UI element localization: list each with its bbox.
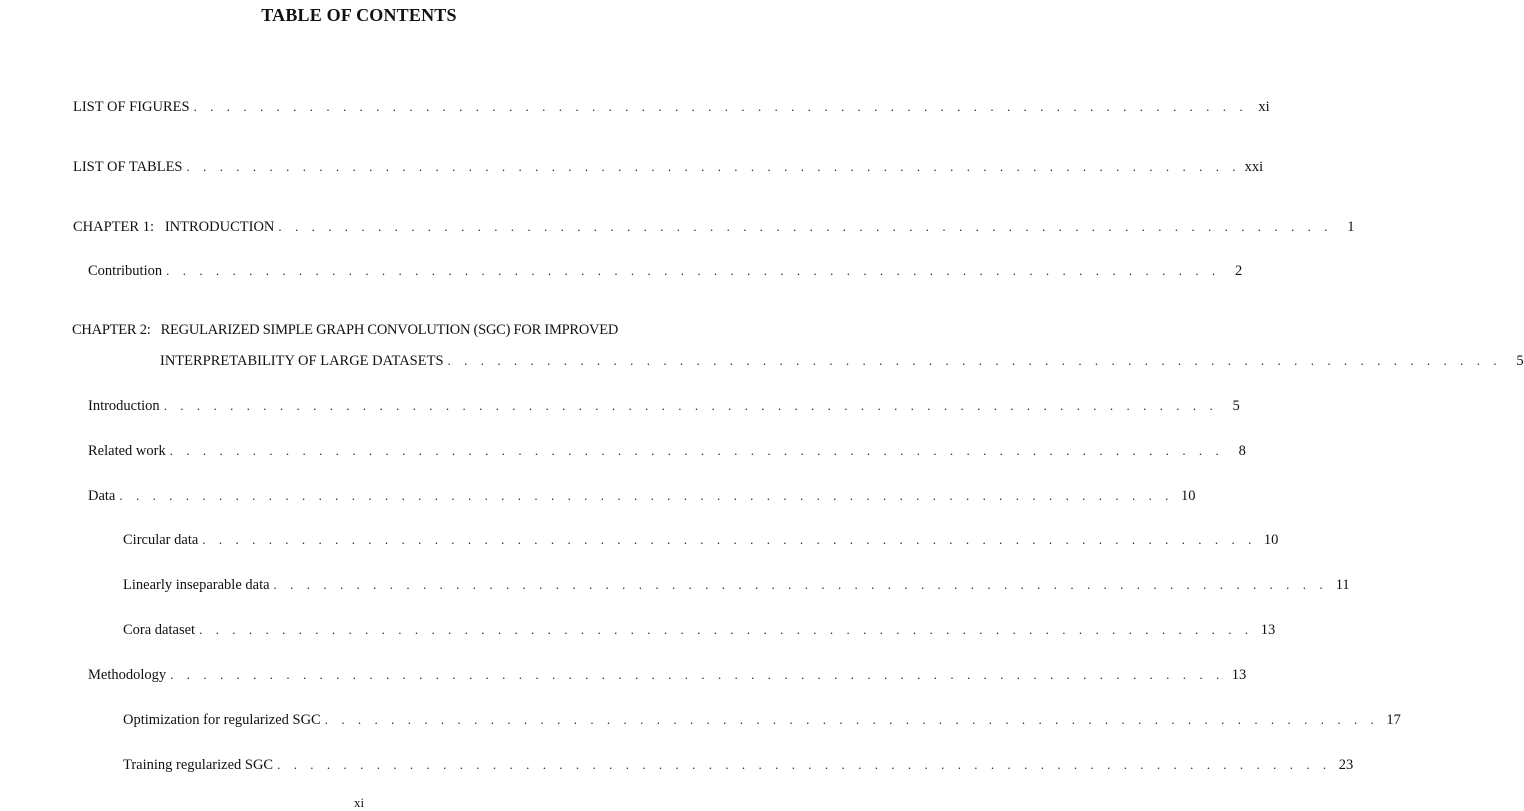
toc-entry-training[interactable] [123, 756, 1354, 774]
toc-entry-contribution[interactable] [88, 262, 1243, 280]
dot-leader: . . . . . . . . . . . . . . . . . . . . . . . . . . . . . . . . . . . . . . . . . . . . . . . . . . . . . . . . . . . . . . . . [169, 443, 1224, 458]
toc-page-number: 1 [1347, 219, 1355, 235]
toc-entry-label: Methodology [88, 667, 167, 683]
toc-entry-label: LIST OF FIGURES [73, 99, 190, 115]
toc-entry-label: Circular data [123, 532, 199, 548]
toc-page-number: 8 [1238, 443, 1246, 459]
dot-leader: . . . . . . . . . . . . . . . . . . . . . . . . . . . . . . . . . . . . . . . . . . . . . . . . . . . . . . . . . . . . . . . . [199, 622, 1254, 637]
toc-page-number: 10 [1263, 532, 1279, 548]
toc-entry-list-of-figures[interactable] [73, 98, 1270, 116]
toc-page-number: 13 [1231, 667, 1247, 683]
toc-entry-label: Optimization for regularized SGC [123, 712, 321, 728]
dot-leader: . . . . . . . . . . . . . . . . . . . . . . . . . . . . . . . . . . . . . . . . . . . . . . . . . . . . . . . . . . . . . . . . [202, 532, 1257, 547]
toc-page-number: 11 [1335, 577, 1350, 593]
footer-page-number: xi [353, 795, 365, 810]
toc-entry-methodology[interactable] [88, 666, 1247, 684]
toc-entry-list-of-tables[interactable] [73, 158, 1264, 176]
toc-entry-label: CHAPTER 1: INTRODUCTION [73, 219, 275, 235]
dot-leader: . . . . . . . . . . . . . . . . . . . . . . . . . . . . . . . . . . . . . . . . . . . . . . . . . . . . . . . . . . . . . . . . [170, 667, 1225, 682]
toc-entry-label: Cora dataset [123, 622, 196, 638]
toc-page-number: 17 [1386, 712, 1401, 728]
toc-entry-label: Training regularized SGC [123, 757, 274, 773]
dot-leader: . . . . . . . . . . . . . . . . . . . . . . . . . . . . . . . . . . . . . . . . . . . . . . . . . . . . . . . . . . . . . . . . [324, 712, 1379, 727]
toc-page-number: 5 [1232, 398, 1240, 414]
dot-leader: . . . . . . . . . . . . . . . . . . . . . . . . . . . . . . . . . . . . . . . . . . . . . . . . . . . . . . . . . . . . . . . . [163, 398, 1218, 413]
toc-entry-related-work[interactable] [88, 442, 1246, 460]
dot-leader: . . . . . . . . . . . . . . . . . . . . . . . . . . . . . . . . . . . . . . . . . . . . . . . . . . . . . . . . . . . . . . . . [186, 159, 1241, 174]
dot-leader: . . . . . . . . . . . . . . . . . . . . . . . . . . . . . . . . . . . . . . . . . . . . . . . . . . . . . . . . . . . . . . . . [277, 757, 1332, 772]
toc-entry-circular-data[interactable] [123, 531, 1279, 549]
toc-entry-label: INTERPRETABILITY OF LARGE DATASETS [160, 353, 444, 369]
toc-entry-label: Introduction [88, 398, 160, 414]
toc-entry-chapter-2-line1[interactable]: CHAPTER 2: REGULARIZED SIMPLE GRAPH CONVOLUTION (SGC) FOR IMPROVED [72, 322, 619, 338]
toc-entry-cora-dataset[interactable] [123, 621, 1276, 639]
toc-page-number: 10 [1180, 488, 1196, 504]
toc-page-number: 23 [1338, 757, 1354, 773]
toc-page-number: 13 [1260, 622, 1276, 638]
dot-leader: . . . . . . . . . . . . . . . . . . . . . . . . . . . . . . . . . . . . . . . . . . . . . . . . . . . . . . . . . . . . . . . . [447, 353, 1502, 368]
dot-leader: . . . . . . . . . . . . . . . . . . . . . . . . . . . . . . . . . . . . . . . . . . . . . . . . . . . . . . . . . . . . . . . . [278, 219, 1333, 234]
dot-leader: . . . . . . . . . . . . . . . . . . . . . . . . . . . . . . . . . . . . . . . . . . . . . . . . . . . . . . . . . . . . . . . . [193, 99, 1248, 114]
toc-entry-optimization[interactable] [123, 711, 1401, 729]
toc-page-number: xi [1258, 99, 1270, 115]
toc-page-number: xxi [1244, 159, 1264, 175]
toc-entry-data[interactable] [88, 487, 1196, 505]
dot-leader: . . . . . . . . . . . . . . . . . . . . . . . . . . . . . . . . . . . . . . . . . . . . . . . . . . . . . . . . . . . . . . . . [273, 577, 1328, 592]
dot-leader: . . . . . . . . . . . . . . . . . . . . . . . . . . . . . . . . . . . . . . . . . . . . . . . . . . . . . . . . . . . . . . . . [119, 488, 1174, 503]
toc-entry-label: Contribution [88, 263, 163, 279]
toc-entry-introduction[interactable] [88, 397, 1240, 415]
toc-entry-chapter-2[interactable] [160, 352, 1524, 370]
toc-page-number: 5 [1516, 353, 1524, 369]
toc-entry-label: Data [88, 488, 116, 504]
toc-entry-label: Related work [88, 443, 166, 459]
toc-entry-chapter-1[interactable] [73, 218, 1355, 236]
toc-entry-label: LIST OF TABLES [73, 159, 183, 175]
toc-entry-label: Linearly inseparable data [123, 577, 270, 593]
toc-page-number: 2 [1234, 263, 1243, 279]
toc-entry-linearly-inseparable-data[interactable] [123, 576, 1350, 594]
page-title: TABLE OF CONTENTS [261, 5, 457, 25]
dot-leader: . . . . . . . . . . . . . . . . . . . . . . . . . . . . . . . . . . . . . . . . . . . . . . . . . . . . . . . . . . . . . . . . [166, 263, 1221, 278]
